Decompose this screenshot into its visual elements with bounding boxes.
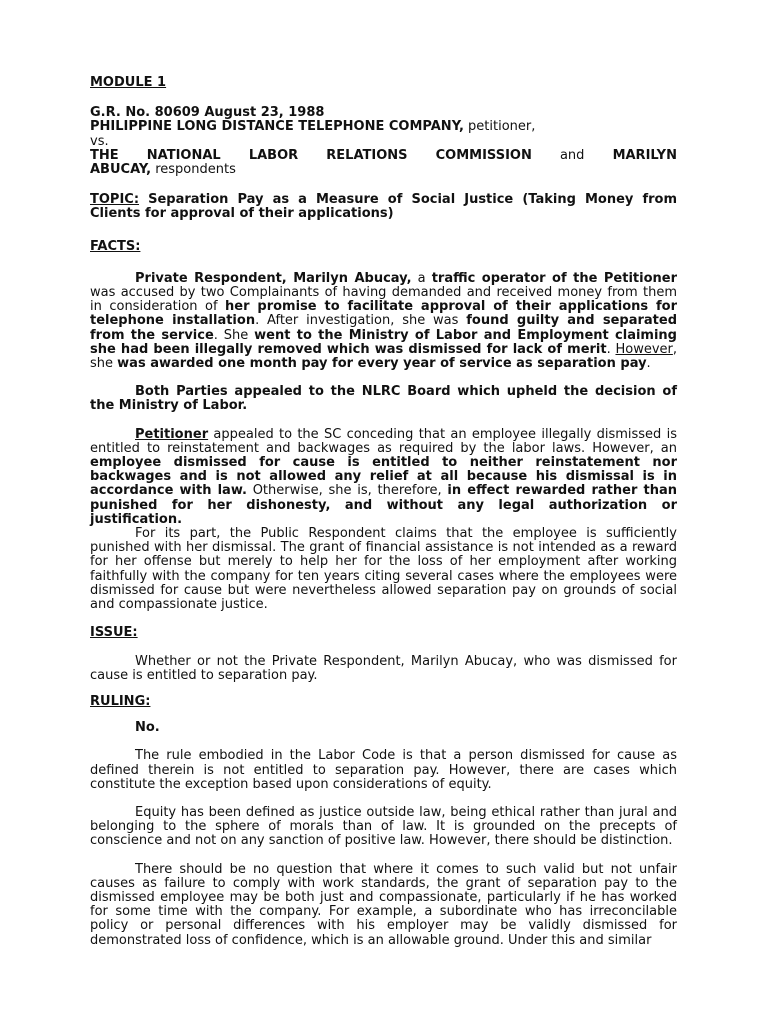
text-run: . (606, 341, 616, 357)
facts-paragraph-2: Both Parties appealed to the NLRC Board which upheld the decision of the Ministry of Labor. (90, 384, 677, 414)
text-run: employee dismissed for cause is entitled to neither reinstatement nor backwages and is not allowed any relief at all because his dismissal is in accordance with law. (90, 455, 677, 499)
text-run: . She (213, 327, 255, 343)
text-run: appealed to the SC conceding that an employee illegally dismissed is entitled to reinstatement and backwages as required by the labor laws. However, an (90, 426, 677, 456)
facts-paragraph-1 (90, 272, 677, 371)
text-run: was awarded one month pay for every year of service as separation pay (117, 356, 647, 372)
facts-paragraph-3 (90, 428, 677, 527)
ruling-paragraph-1: The rule embodied in the Labor Code is that a person dismissed for cause as defined therein is not entitled to separation pay. However, there are cases which constitute the exception based upon considerations of equity. (90, 748, 677, 792)
ruling-answer: No. (135, 720, 160, 736)
text-run: a (411, 270, 432, 286)
text-run: . After investigation, she was (255, 313, 467, 329)
facts-paragraph-4: For its part, the Public Respondent claims that the employee is sufficiently punished with her dismissal. The grant of financial assistance is not intended as a reward for her offense but merely to help her for the loss of her employment after working faithfully with the company for ten years citing several cases where the employees were dismissed for cause but were nevertheless allowed separation pay on grounds of social and compassionate justice. (90, 526, 677, 613)
respondent-word: NATIONAL (146, 147, 221, 163)
text-run: Petitioner (135, 426, 209, 442)
petitioner-role: petitioner, (463, 119, 536, 135)
text-run: , she (90, 341, 678, 372)
text-run: . (646, 356, 651, 372)
ruling-paragraph-2: Equity has been defined as justice outside law, being ethical rather than jural and belonging to the sphere of morals than of law. It is grounded on the precepts of conscience and not on any sanction of positive law. However, there should be distinction. (90, 804, 677, 849)
text-run: in effect rewarded rather than punished for her dishonesty, and without any legal authorization or justification. (90, 483, 677, 527)
respondent-word: RELATIONS (326, 147, 408, 163)
text-run: Otherwise, she is, therefore, (246, 483, 448, 499)
respondent-word: LABOR (248, 147, 299, 163)
petitioner-line (90, 120, 677, 134)
text-run: found guilty and separated from the service (90, 313, 677, 343)
topic (90, 193, 677, 221)
topic-text: Separation Pay as a Measure of Social Justice (Taking Money from Clients for approval of their applications) (90, 192, 677, 222)
topic-label: TOPIC: (90, 192, 140, 208)
text-run: her promise to facilitate approval of their applications for telephone installation (90, 299, 677, 329)
ruling-heading: RULING: (90, 693, 151, 709)
text-run: went to the Ministry of Labor and Employment claiming she had been illegally removed which was dismissed for lack of merit (90, 327, 677, 357)
respondent-word: MARILYN (612, 147, 677, 163)
respondent-name: ABUCAY, (90, 162, 152, 178)
issue-text: Whether or not the Private Respondent, Marilyn Abucay, who was dismissed for cause is entitled to separation pay. (90, 653, 677, 683)
respondent-line (90, 149, 677, 163)
respondent-word: THE (90, 147, 119, 163)
respondent-role: respondents (151, 162, 236, 178)
document-page (90, 76, 677, 948)
text-run: was accused by two Complainants of having demanded and received money from them in consideration of (90, 285, 677, 315)
facts-heading: FACTS: (90, 238, 141, 254)
respondent-word: COMMISSION (435, 147, 532, 163)
petitioner-name: PHILIPPINE LONG DISTANCE TELEPHONE COMPANY, (90, 119, 464, 135)
ruling-paragraph-3: There should be no question that where it comes to such valid but not unfair causes as failure to comply with work standards, the grant of separation pay to the dismissed employee may be both just and compassionate, particularly if he has worked for some time with the company. For example, a subordinate who has irreconcilable policy or personal differences with his employer may be validly dismissed for demonstrated loss of confidence, which is an allowable ground. Under this and similar (90, 861, 677, 948)
text-run: traffic operator of the Petitioner (431, 270, 677, 286)
respondent-line-2 (90, 163, 677, 177)
versus: vs. (90, 133, 109, 149)
module-title: MODULE 1 (90, 75, 167, 90)
text-run: Private Respondent, Marilyn Abucay, (135, 270, 412, 286)
case-number: G.R. No. 80609 August 23, 1988 (90, 105, 325, 121)
respondent-word: and (559, 147, 585, 163)
issue-heading: ISSUE: (90, 625, 138, 641)
text-run: However (615, 341, 673, 357)
